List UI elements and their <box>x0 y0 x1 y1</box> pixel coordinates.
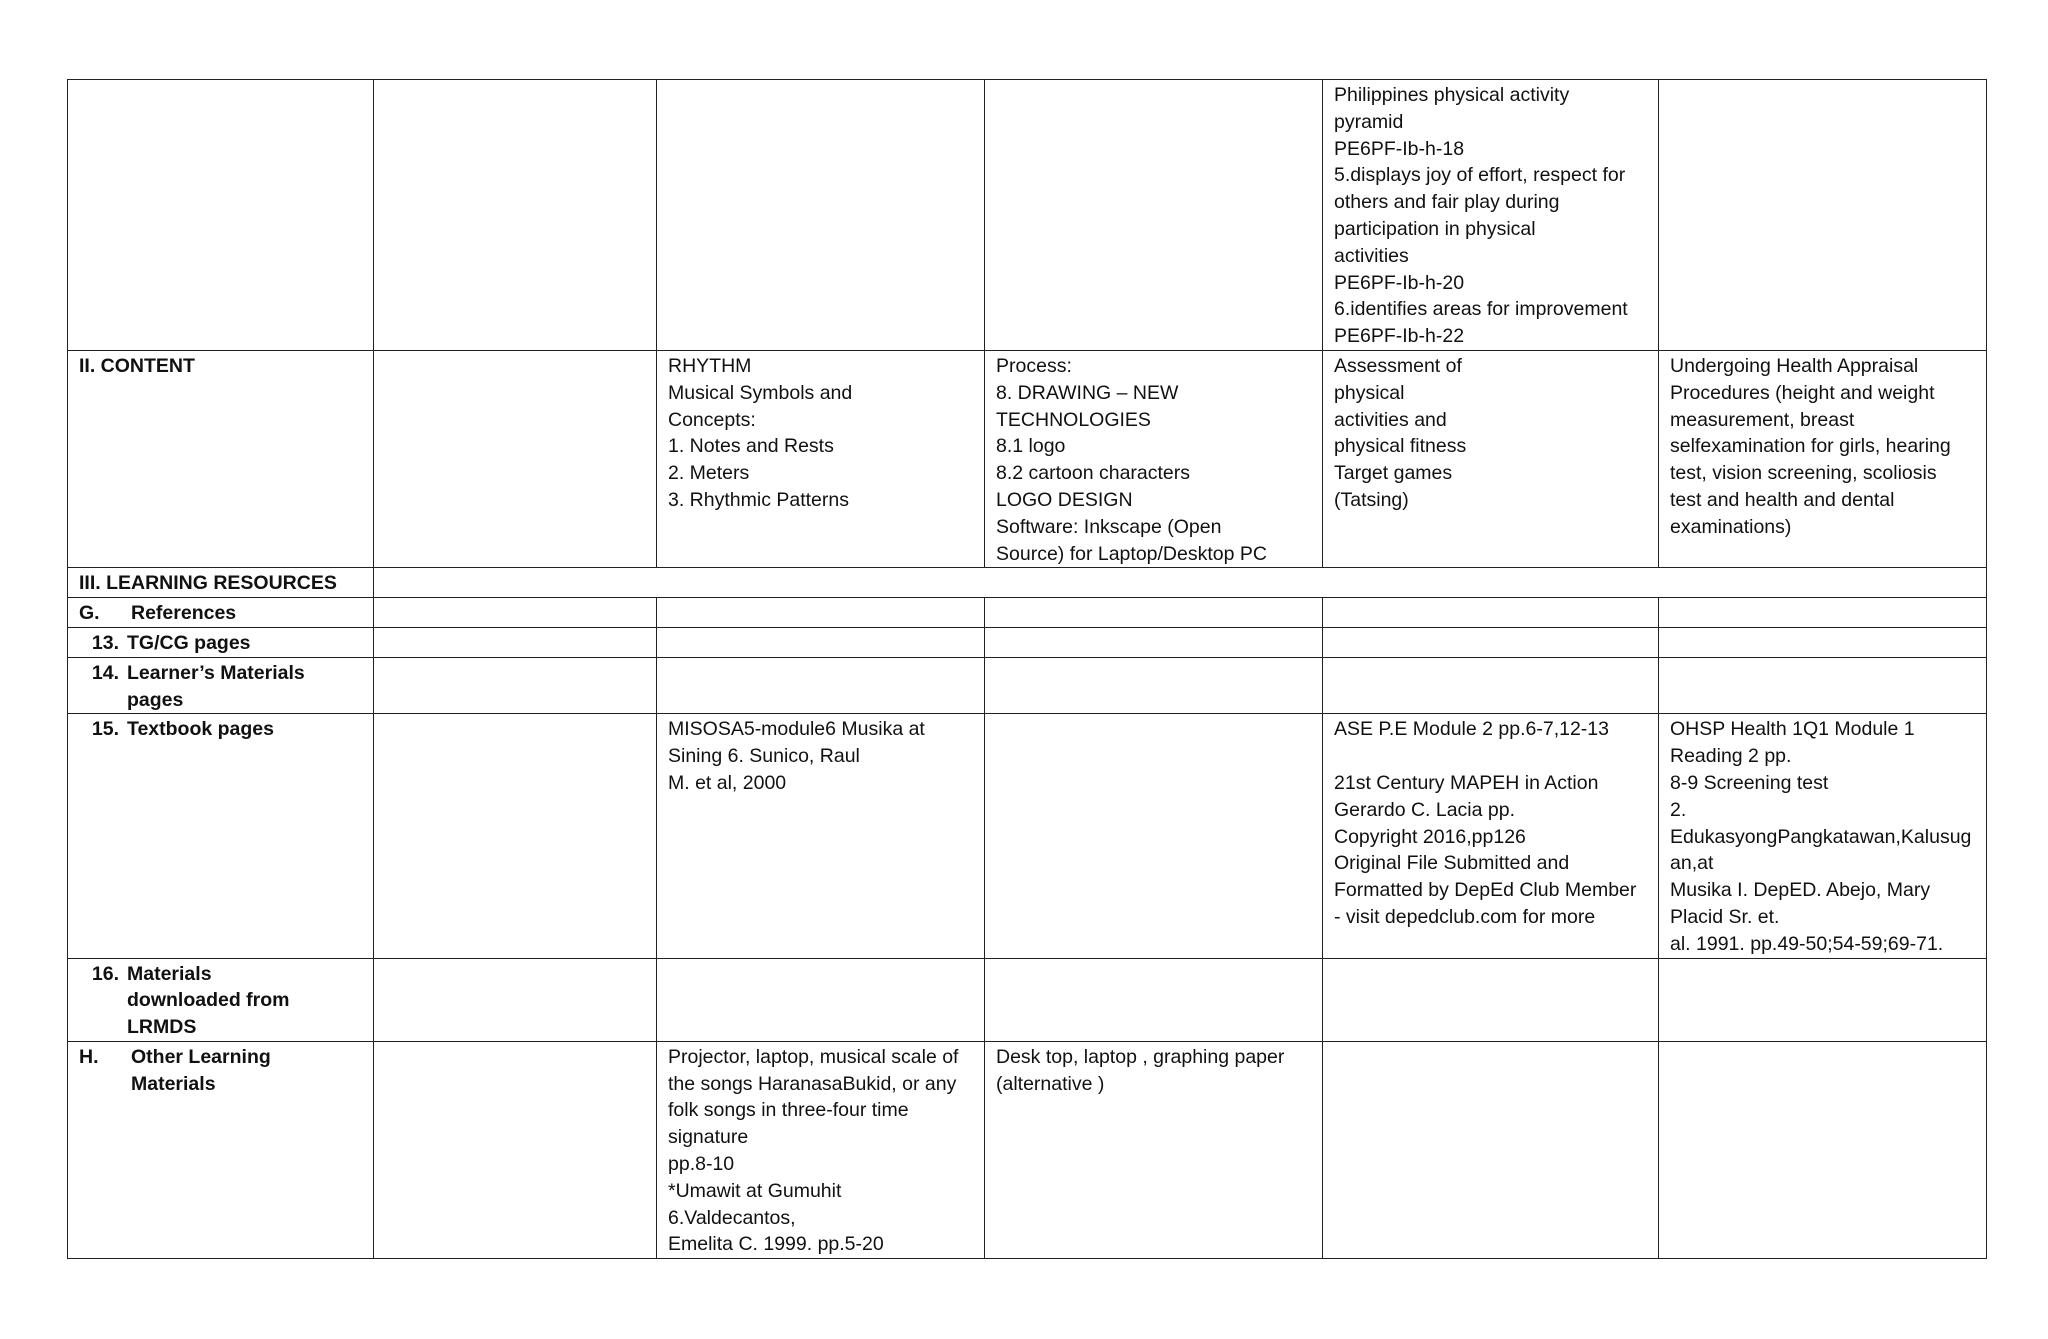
cell <box>374 958 657 1041</box>
other-arts-cell: Desk top, laptop , graphing paper (alternative ) <box>985 1041 1323 1258</box>
lrmds-text: Materials downloaded from LRMDS <box>127 962 290 1039</box>
cell <box>374 714 657 958</box>
cell <box>657 80 985 351</box>
cell <box>1659 80 1987 351</box>
textbook-label <box>68 714 374 958</box>
table-row <box>68 598 1987 628</box>
cell <box>1659 1041 1987 1258</box>
other-music-cell: Projector, laptop, musical scale of the songs HaranasaBukid, or any folk songs in three-four time signature pp.8-10 *Umawit at Gumuhit 6.Valdecantos, Emelita C. 1999. pp.5-20 <box>657 1041 985 1258</box>
cell <box>657 958 985 1041</box>
cell <box>1659 598 1987 628</box>
table-row <box>68 350 1987 567</box>
other-materials-key: H. <box>79 1045 99 1068</box>
cell <box>985 627 1323 657</box>
textbook-text: Textbook pages <box>127 718 275 741</box>
cell <box>1323 958 1659 1041</box>
learners-materials-text: Learner’s Materials pages <box>127 661 305 711</box>
textbook-health-cell: OHSP Health 1Q1 Module 1 Reading 2 pp. 8-9 Screening test 2. EdukasyongPangkatawan,Kalusug an,at Musika I. DepED. Abejo, Mary Placid Sr. et. al. 1991. pp.49-50;54-59;69-71. <box>1659 714 1987 958</box>
lrmds-label <box>68 958 374 1041</box>
references-text: References <box>131 602 237 625</box>
textbook-music-cell: MISOSA5-module6 Musika at Sining 6. Sunico, Raul M. et al, 2000 <box>657 714 985 958</box>
table-row <box>68 714 1987 958</box>
table-row <box>68 627 1987 657</box>
cell <box>985 958 1323 1041</box>
learners-materials-label <box>68 657 374 714</box>
content-health-cell: Undergoing Health Appraisal Procedures (height and weight measurement, breast selfexamination for girls, hearing test, vision screening, scoliosis test and health and dental examinations) <box>1659 350 1987 567</box>
cell <box>374 627 657 657</box>
references-key: G. <box>79 602 100 625</box>
other-materials-text: Other Learning Materials <box>131 1045 271 1095</box>
cell <box>1323 1041 1659 1258</box>
learning-resources-label: III. LEARNING RESOURCES <box>68 568 374 598</box>
learners-materials-num: 14. <box>91 661 119 684</box>
cell <box>1659 627 1987 657</box>
cell <box>68 80 374 351</box>
cell <box>1323 598 1659 628</box>
cell <box>1659 958 1987 1041</box>
objectives-pe-cell: Philippines physical activity pyramid PE6PF-Ib-h-18 5.displays joy of effort, respect for others and fair play during participation in physical activities PE6PF-Ib-h-20 6.identifies areas for improvement PE6PF-Ib-h-22 <box>1323 80 1659 351</box>
cell <box>985 598 1323 628</box>
table-row <box>68 80 1987 351</box>
lesson-plan-table <box>67 79 1987 1259</box>
table-row <box>68 958 1987 1041</box>
tg-cg-num: 13. <box>91 631 119 654</box>
table-row <box>68 1041 1987 1258</box>
table-row <box>68 568 1987 598</box>
cell <box>374 568 1987 598</box>
cell <box>657 627 985 657</box>
cell <box>657 657 985 714</box>
cell <box>374 80 657 351</box>
cell <box>985 714 1323 958</box>
cell <box>657 598 985 628</box>
content-pe-cell: Assessment of physical activities and physical fitness Target games (Tatsing) <box>1323 350 1659 567</box>
other-materials-label <box>68 1041 374 1258</box>
lrmds-num: 16. <box>91 962 119 985</box>
cell <box>374 657 657 714</box>
cell <box>1323 657 1659 714</box>
textbook-pe-cell: ASE P.E Module 2 pp.6-7,12-13 21st Century MAPEH in Action Gerardo C. Lacia pp. Copyright 2016,pp126 Original File Submitted and Formatted by DepEd Club Member - visit depedclub.com for more <box>1323 714 1659 958</box>
cell <box>374 350 657 567</box>
content-arts-cell: Process: 8. DRAWING – NEW TECHNOLOGIES 8.1 logo 8.2 cartoon characters LOGO DESIGN Software: Inkscape (Open Source) for Laptop/Desktop PC <box>985 350 1323 567</box>
content-music-cell: RHYTHM Musical Symbols and Concepts: 1. Notes and Rests 2. Meters 3. Rhythmic Patterns <box>657 350 985 567</box>
cell <box>1323 627 1659 657</box>
tg-cg-label <box>68 627 374 657</box>
cell <box>985 657 1323 714</box>
cell <box>374 598 657 628</box>
table-row <box>68 657 1987 714</box>
cell <box>1659 657 1987 714</box>
references-label <box>68 598 374 628</box>
cell <box>374 1041 657 1258</box>
content-label: II. CONTENT <box>68 350 374 567</box>
tg-cg-text: TG/CG pages <box>127 631 251 654</box>
textbook-num: 15. <box>91 718 119 741</box>
cell <box>985 80 1323 351</box>
